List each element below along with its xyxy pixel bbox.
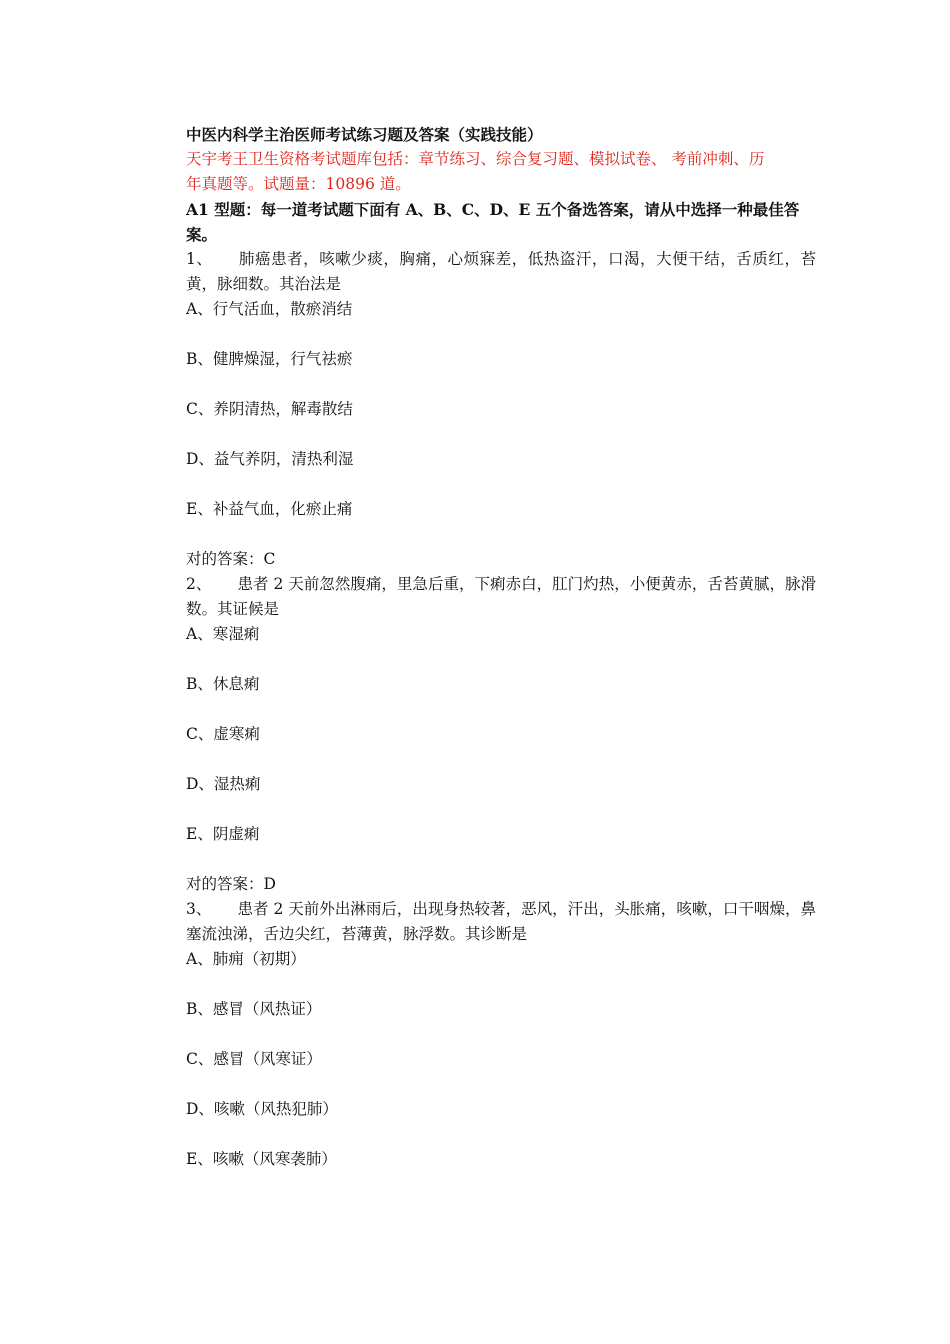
document-title: 中医内科学主治医师考试练习题及答案（实践技能） xyxy=(186,125,543,144)
section-instruction: A1 型题：每一道考试题下面有 A、B、C、D、E 五个备选答案，请从中选择一种最佳答案。 xyxy=(186,200,800,244)
promo-line-1: 天宇考王卫生资格考试题库包括：章节练习、综合复习题、模拟试卷、 考前冲刺、历 xyxy=(186,150,765,168)
correct-answer: 对的答案：D xyxy=(186,875,276,893)
promo-line-2: 年真题等。试题量：10896 道。 xyxy=(186,175,411,193)
option-d: D、湿热痢 xyxy=(186,775,261,793)
option-b: B、感冒（风热证） xyxy=(186,1000,322,1018)
question-3 xyxy=(186,897,816,1172)
question-stem xyxy=(186,247,816,297)
question-stem xyxy=(186,572,816,622)
option-d: D、益气养阴，清热利湿 xyxy=(186,450,354,468)
option-a: A、肺痈（初期） xyxy=(186,950,306,968)
option-c: C、养阴清热，解毒散结 xyxy=(186,400,353,418)
option-b: B、健脾燥湿，行气祛瘀 xyxy=(186,350,353,368)
document-page xyxy=(186,122,816,1197)
option-a: A、行气活血，散瘀消结 xyxy=(186,300,353,318)
option-a: A、寒湿痢 xyxy=(186,625,260,643)
option-c: C、虚寒痢 xyxy=(186,725,260,743)
option-b: B、休息痢 xyxy=(186,675,260,693)
question-number: 1、 xyxy=(186,250,213,268)
option-e: E、阴虚痢 xyxy=(186,825,260,843)
option-e: E、咳嗽（风寒袭肺） xyxy=(186,1150,337,1168)
question-number: 3、 xyxy=(186,900,212,918)
question-number: 2、 xyxy=(186,575,212,593)
question-text: 患者 2 天前外出淋雨后，出现身热较著，恶风，汗出，头胀痛，咳嗽，口干咽燥，鼻塞流浊涕，舌边尖红，苔薄黄，脉浮数。其诊断是 xyxy=(186,900,817,943)
question-text: 患者 2 天前忽然腹痛，里急后重，下痢赤白，肛门灼热，小便黄赤，舌苔黄腻，脉滑数。其证候是 xyxy=(186,575,817,618)
correct-answer: 对的答案：C xyxy=(186,550,276,568)
question-stem xyxy=(186,897,816,947)
question-text: 肺癌患者，咳嗽少痰，胸痛，心烦寐差，低热盗汗，口渴，大便干结，舌质红，苔黄，脉细数。其治法是 xyxy=(186,250,816,293)
option-c: C、感冒（风寒证） xyxy=(186,1050,322,1068)
option-d: D、咳嗽（风热犯肺） xyxy=(186,1100,338,1118)
question-1 xyxy=(186,247,816,572)
option-e: E、补益气血，化瘀止痛 xyxy=(186,500,353,518)
question-2 xyxy=(186,572,816,897)
